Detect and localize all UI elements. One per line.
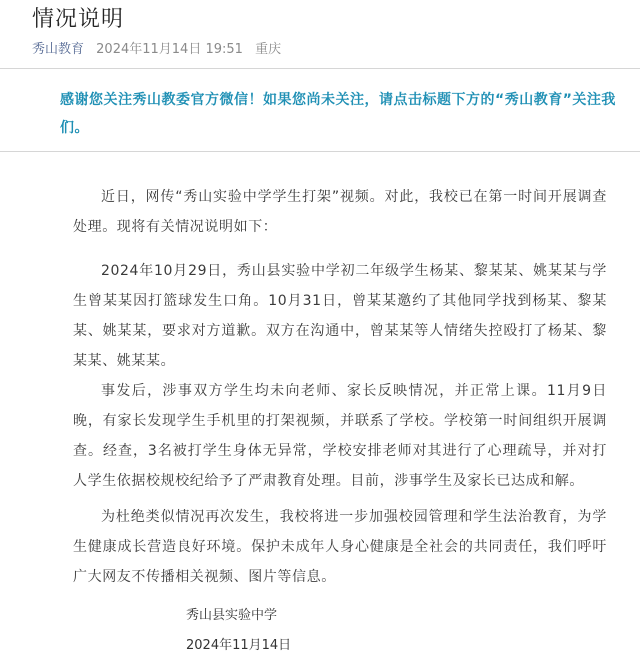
body-paragraph-3: 事发后，涉事双方学生均未向老师、家长反映情况，并正常上课。11月9日晚，有家长发现学生手机里的打架视频，并联系了学校。学校第一时间组织开展调查。经查，3名被打学生身体无异常，学校安排老师对其进行了心理疏导，并对打人学生依据校规校纪给予了严肃教育处理。目前，涉事学生及家长已达成和解。: [73, 383, 607, 489]
body-paragraph-2: 2024年10月29日，秀山县实验中学初二年级学生杨某、黎某某、姚某某与学生曾某某因打篮球发生口角。10月31日，曾某某邀约了其他同学找到杨某、黎某某、姚某某，要求对方道歉。双方在沟通中，曾某某等人情绪失控殴打了杨某、黎某某、姚某某。: [73, 263, 607, 369]
follow-notice: 感谢您关注秀山教委官方微信！如果您尚未关注，请点击标题下方的“秀山教育”关注我们。: [60, 92, 616, 136]
author-link[interactable]: 秀山教育: [32, 42, 85, 57]
signature-org: 秀山县实验中学: [186, 608, 278, 623]
body-paragraph-1: 近日，网传“秀山实验中学学生打架”视频。对此，我校已在第一时间开展调查处理。现将有关情况说明如下：: [73, 189, 607, 235]
publish-location: 重庆: [255, 42, 282, 57]
publish-time: 2024年11月14日 19:51: [96, 42, 243, 57]
article-title: 情况说明: [32, 7, 125, 32]
signature-date: 2024年11月14日: [186, 638, 292, 653]
article-meta: [32, 38, 281, 57]
body-paragraph-4: 为杜绝类似情况再次发生，我校将进一步加强校园管理和学生法治教育，为学生健康成长营造良好环境。保护未成年人身心健康是全社会的共同责任，我们呼吁广大网友不传播相关视频、图片等信息。: [73, 509, 607, 585]
article-body: [73, 182, 607, 606]
